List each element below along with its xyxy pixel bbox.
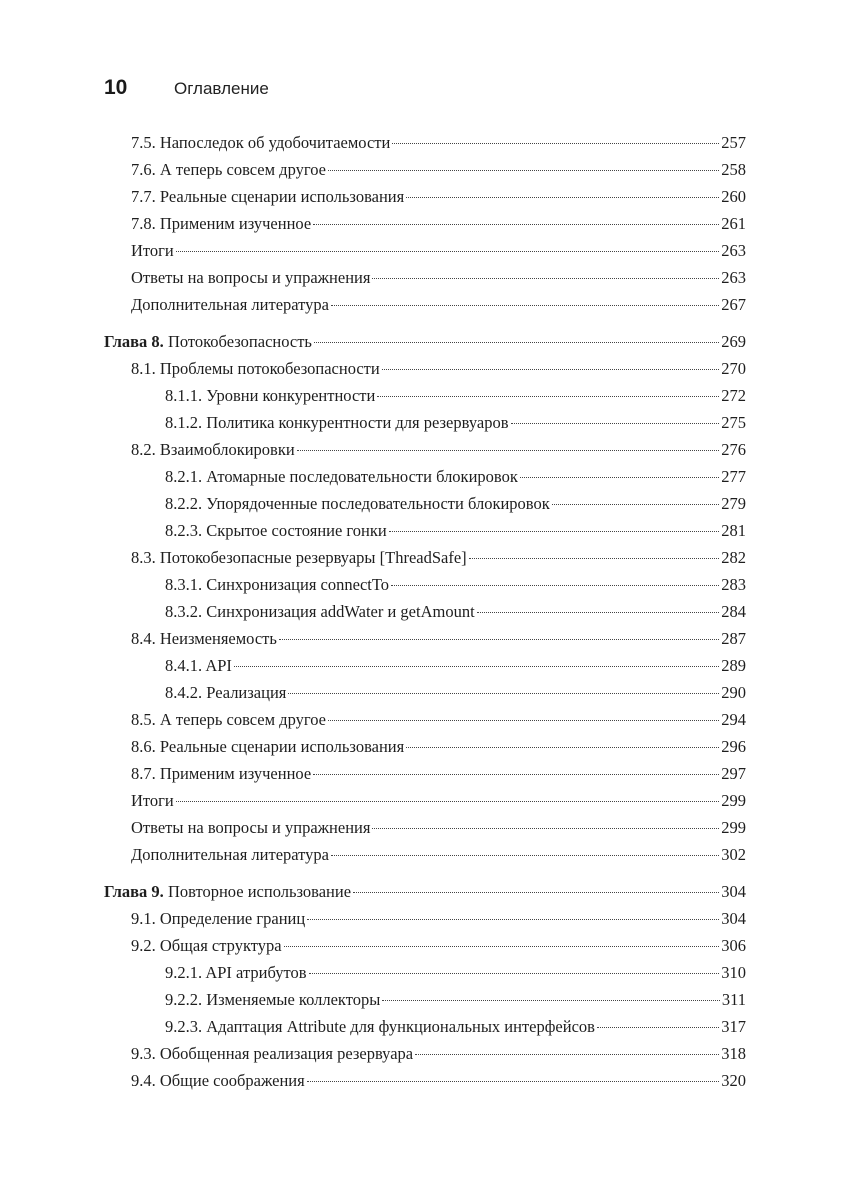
toc-page-number: 304	[721, 909, 746, 928]
toc-entry-title: 8.2.3. Скрытое состояние гонки	[165, 521, 387, 540]
toc-entry-title: Ответы на вопросы и упражнения	[131, 818, 371, 837]
dot-leader	[328, 170, 719, 171]
toc-subsection-entry[interactable]	[104, 463, 746, 490]
toc-subsection-entry[interactable]	[104, 652, 746, 679]
dot-leader	[389, 531, 720, 532]
toc-entry-title: 8.7. Применим изученное	[131, 764, 312, 783]
dot-leader	[307, 919, 719, 920]
dot-leader	[511, 423, 720, 424]
toc-entry-title: Дополнительная литература	[131, 845, 329, 864]
toc-entry-title: 8.4.2. Реализация	[165, 683, 287, 702]
toc-section-entry[interactable]	[104, 1040, 746, 1067]
dot-leader	[313, 774, 719, 775]
toc-page-number: 257	[721, 133, 746, 152]
toc-section-entry[interactable]	[104, 210, 746, 237]
dot-leader	[279, 639, 719, 640]
dot-leader	[309, 973, 720, 974]
toc-section-entry[interactable]	[104, 760, 746, 787]
dot-leader	[377, 396, 719, 397]
dot-leader	[288, 693, 719, 694]
dot-leader	[314, 342, 719, 343]
toc-entry-title: 8.5. А теперь совсем другое	[131, 710, 326, 729]
toc-entry-title: Ответы на вопросы и упражнения	[131, 268, 371, 287]
toc-chapter-entry[interactable]	[104, 328, 746, 355]
toc-entry-title: 8.1. Проблемы потокобезопасности	[131, 359, 380, 378]
dot-leader	[477, 612, 720, 613]
toc-entry-title: 8.4. Неизменяемость	[131, 629, 277, 648]
toc-page-number: 302	[721, 845, 746, 864]
dot-leader	[382, 369, 720, 370]
toc-entry-title: 8.1.2. Политика конкурентности для резервуаров	[165, 413, 509, 432]
toc-section-entry[interactable]	[104, 841, 746, 868]
toc-page-number: 310	[721, 963, 746, 982]
dot-leader	[313, 224, 719, 225]
toc-subsection-entry[interactable]	[104, 382, 746, 409]
toc-page-number: 281	[721, 521, 746, 540]
toc-subsection-entry[interactable]	[104, 1013, 746, 1040]
table-of-contents	[104, 129, 746, 1094]
toc-subsection-entry[interactable]	[104, 986, 746, 1013]
toc-page-number: 311	[721, 990, 746, 1009]
chapter-prefix: Глава 9.	[104, 882, 164, 901]
dot-leader	[234, 666, 719, 667]
toc-entry-title: 9.1. Определение границ	[131, 909, 306, 928]
toc-entry-title: 9.2.3. Адаптация Attribute для функциональных интерфейсов	[165, 1017, 595, 1036]
toc-page-number: 284	[721, 602, 746, 621]
toc-subsection-entry[interactable]	[104, 490, 746, 517]
toc-page-number: 269	[721, 332, 746, 351]
dot-leader	[372, 828, 719, 829]
toc-entry-title: 9.3. Обобщенная реализация резервуара	[131, 1044, 414, 1063]
dot-leader	[328, 720, 719, 721]
dot-leader	[176, 801, 719, 802]
toc-entry-title: 7.8. Применим изученное	[131, 214, 312, 233]
dot-leader	[406, 197, 719, 198]
toc-section-entry[interactable]	[104, 264, 746, 291]
dot-leader	[331, 305, 719, 306]
toc-entry-title: 7.7. Реальные сценарии использования	[131, 187, 405, 206]
toc-section-entry[interactable]	[104, 291, 746, 318]
toc-entry-title: 8.2.1. Атомарные последовательности блокировок	[165, 467, 518, 486]
toc-entry-title: 8.6. Реальные сценарии использования	[131, 737, 405, 756]
toc-page-number: 270	[721, 359, 746, 378]
toc-chapter-entry[interactable]	[104, 878, 746, 905]
toc-entry-title: Итоги	[131, 791, 174, 810]
toc-entry-title: 9.2.2. Изменяемые коллекторы	[165, 990, 381, 1009]
dot-leader	[331, 855, 719, 856]
toc-page-number: 306	[721, 936, 746, 955]
dot-leader	[176, 251, 719, 252]
toc-page-number: 279	[721, 494, 746, 513]
dot-leader	[382, 1000, 720, 1001]
toc-entry-title: 7.5. Напоследок об удобочитаемости	[131, 133, 391, 152]
toc-entry-title: 8.3.2. Синхронизация addWater и getAmount	[165, 602, 475, 621]
toc-entry-title: Повторное использование	[163, 882, 352, 901]
toc-page-number: 296	[721, 737, 746, 756]
toc-page-number: 275	[721, 413, 746, 432]
toc-page-number: 267	[721, 295, 746, 314]
toc-entry-title: 8.3.1. Синхронизация connectTo	[165, 575, 390, 594]
toc-page-number: 283	[721, 575, 746, 594]
page-header	[104, 76, 269, 106]
toc-page-number: 318	[721, 1044, 746, 1063]
toc-subsection-entry[interactable]	[104, 598, 746, 625]
dot-leader	[284, 946, 720, 947]
toc-page-number: 299	[721, 818, 746, 837]
toc-subsection-entry[interactable]	[104, 571, 746, 598]
dot-leader	[469, 558, 720, 559]
dot-leader	[520, 477, 719, 478]
chapter-prefix: Глава 8.	[104, 332, 164, 351]
toc-entry-title: Итоги	[131, 241, 174, 260]
toc-page-number: 290	[721, 683, 746, 702]
toc-section-entry[interactable]	[104, 436, 746, 463]
toc-section-entry[interactable]	[104, 625, 746, 652]
toc-section-entry[interactable]	[104, 355, 746, 382]
toc-section-entry[interactable]	[104, 237, 746, 264]
toc-entry-title: Дополнительная литература	[131, 295, 329, 314]
page-number: 10	[104, 76, 128, 99]
dot-leader	[406, 747, 719, 748]
toc-section-entry[interactable]	[104, 905, 746, 932]
toc-subsection-entry[interactable]	[104, 517, 746, 544]
toc-entry-title: 8.1.1. Уровни конкурентности	[165, 386, 376, 405]
toc-page-number: 276	[721, 440, 746, 459]
dot-leader	[353, 892, 719, 893]
dot-leader	[552, 504, 720, 505]
toc-page-number: 297	[721, 764, 746, 783]
toc-subsection-entry[interactable]	[104, 959, 746, 986]
toc-entry-title: 9.4. Общие соображения	[131, 1071, 305, 1090]
dot-leader	[307, 1081, 720, 1082]
toc-page-number: 272	[721, 386, 746, 405]
toc-entry-title: Потокобезопасность	[163, 332, 312, 351]
toc-page-number: 277	[721, 467, 746, 486]
toc-section-entry[interactable]	[104, 129, 746, 156]
toc-page-number: 282	[721, 548, 746, 567]
toc-page-number: 317	[721, 1017, 746, 1036]
toc-page-number: 261	[721, 214, 746, 233]
toc-section-entry[interactable]	[104, 733, 746, 760]
dot-leader	[392, 143, 719, 144]
dot-leader	[597, 1027, 719, 1028]
toc-entry-title: 7.6. А теперь совсем другое	[131, 160, 326, 179]
toc-subsection-entry[interactable]	[104, 679, 746, 706]
toc-entry-title: 9.2.1. API атрибутов	[165, 963, 307, 982]
toc-page-number: 287	[721, 629, 746, 648]
dot-leader	[297, 450, 720, 451]
toc-entry-title: 8.4.1. API	[165, 656, 232, 675]
toc-page-number: 304	[721, 882, 746, 901]
dot-leader	[391, 585, 719, 586]
toc-section-entry[interactable]	[104, 706, 746, 733]
toc-entry-title: 8.3. Потокобезопасные резервуары [ThreadSafe]	[131, 548, 467, 567]
dot-leader	[415, 1054, 719, 1055]
toc-page-number: 294	[721, 710, 746, 729]
toc-entry-title: 9.2. Общая структура	[131, 936, 282, 955]
dot-leader	[372, 278, 719, 279]
toc-section-entry[interactable]	[104, 156, 746, 183]
toc-entry-title: 8.2. Взаимоблокировки	[131, 440, 295, 459]
toc-entry-title: 8.2.2. Упорядоченные последовательности блокировок	[165, 494, 550, 513]
toc-section-entry[interactable]	[104, 1067, 746, 1094]
toc-page-number: 263	[721, 268, 746, 287]
toc-page-number: 299	[721, 791, 746, 810]
toc-page-number: 258	[721, 160, 746, 179]
toc-section-entry[interactable]	[104, 183, 746, 210]
toc-page-number: 320	[721, 1071, 746, 1090]
toc-section-entry[interactable]	[104, 544, 746, 571]
toc-subsection-entry[interactable]	[104, 409, 746, 436]
toc-section-entry[interactable]	[104, 787, 746, 814]
toc-section-entry[interactable]	[104, 932, 746, 959]
toc-page-number: 263	[721, 241, 746, 260]
toc-section-entry[interactable]	[104, 814, 746, 841]
toc-page-number: 260	[721, 187, 746, 206]
running-title: Оглавление	[174, 79, 269, 98]
toc-page-number: 289	[721, 656, 746, 675]
